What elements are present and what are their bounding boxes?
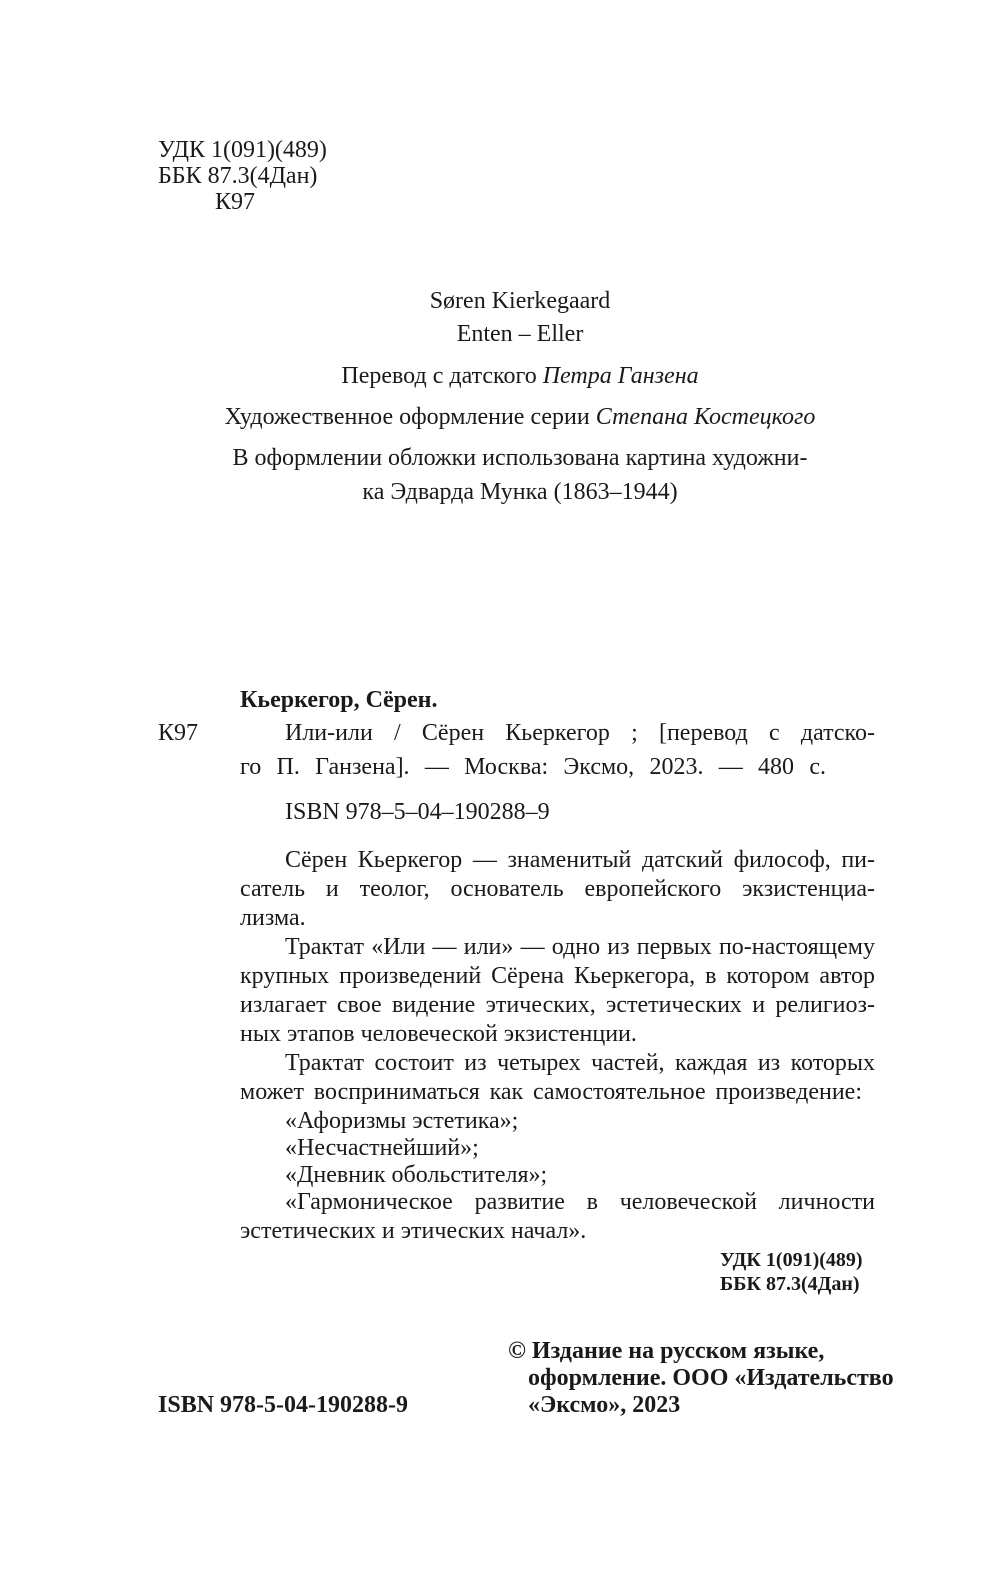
footer-bbk: ББК 87.3(4Дан): [720, 1273, 860, 1295]
original-title: Enten – Eller: [456, 321, 584, 347]
cover-credit-line2: ка Эдварда Мунка (1863–1944): [362, 479, 678, 505]
copyright-line1: © Издание на русском языке,: [508, 1338, 825, 1364]
cover-credit-line1: В оформлении обложки использована картина художни-: [232, 445, 808, 471]
annotation-line: «Несчастнейший»;: [285, 1135, 479, 1161]
catalog-entry-line2: го П. Ганзена]. — Москва: Эксмо, 2023. — 480 с.: [240, 754, 826, 780]
translation-credit: [0, 362, 1000, 390]
udk-code: УДК 1(091)(489): [158, 137, 327, 163]
annotation-line: «Гармоническое развитие в человеческой личности: [285, 1189, 875, 1215]
footer-udk: УДК 1(091)(489): [720, 1249, 863, 1271]
annotation-line: Трактат «Или — или» — одно из первых по-настоящему: [285, 934, 875, 960]
footer-isbn: ISBN 978-5-04-190288-9: [158, 1392, 408, 1418]
annotation-line: эстетических и этических начал».: [240, 1218, 587, 1244]
bbk-code: ББК 87.3(4Дан): [158, 163, 318, 189]
author-mark: К97: [215, 189, 256, 215]
catalog-author-heading: Кьеркегор, Сёрен.: [240, 687, 438, 713]
annotation-line: Трактат состоит из четырех частей, каждая из которых: [285, 1050, 875, 1076]
translation-prefix: Перевод с датского: [341, 363, 543, 389]
catalog-entry-line1: Или-или / Сёрен Кьеркегор ; [перевод с датско-: [285, 720, 875, 746]
annotation-line: сатель и теолог, основатель европейского экзистенциа-: [240, 876, 875, 902]
annotation-line: Сёрен Кьеркегор — знаменитый датский философ, пи-: [285, 847, 875, 873]
series-designer: Степана Костецкого: [595, 404, 816, 430]
annotation-line: может восприниматься как самостоятельное произведение:: [240, 1079, 862, 1105]
annotation-line: ных этапов человеческой экзистенции.: [240, 1021, 637, 1047]
series-design-credit: [0, 403, 1000, 431]
translator: Петра Ганзена: [542, 363, 699, 389]
original-author: Søren Kierkegaard: [429, 288, 611, 314]
annotation-line: излагает свое видение этических, эстетических и религиоз-: [240, 992, 875, 1018]
catalog-isbn: ISBN 978–5–04–190288–9: [285, 799, 550, 825]
annotation-line: крупных произведений Сёрена Кьеркегора, в котором автор: [240, 963, 875, 989]
annotation-line: «Дневник обольстителя»;: [285, 1162, 548, 1188]
copyright-line3: «Эксмо», 2023: [528, 1392, 681, 1418]
catalog-mark: К97: [158, 720, 199, 746]
annotation-line: лизма.: [240, 905, 306, 931]
series-design-prefix: Художественное оформление серии: [224, 404, 596, 430]
annotation-line: «Афоризмы эстетика»;: [285, 1108, 519, 1134]
copyright-line2: оформление. ООО «Издательство: [528, 1365, 894, 1391]
